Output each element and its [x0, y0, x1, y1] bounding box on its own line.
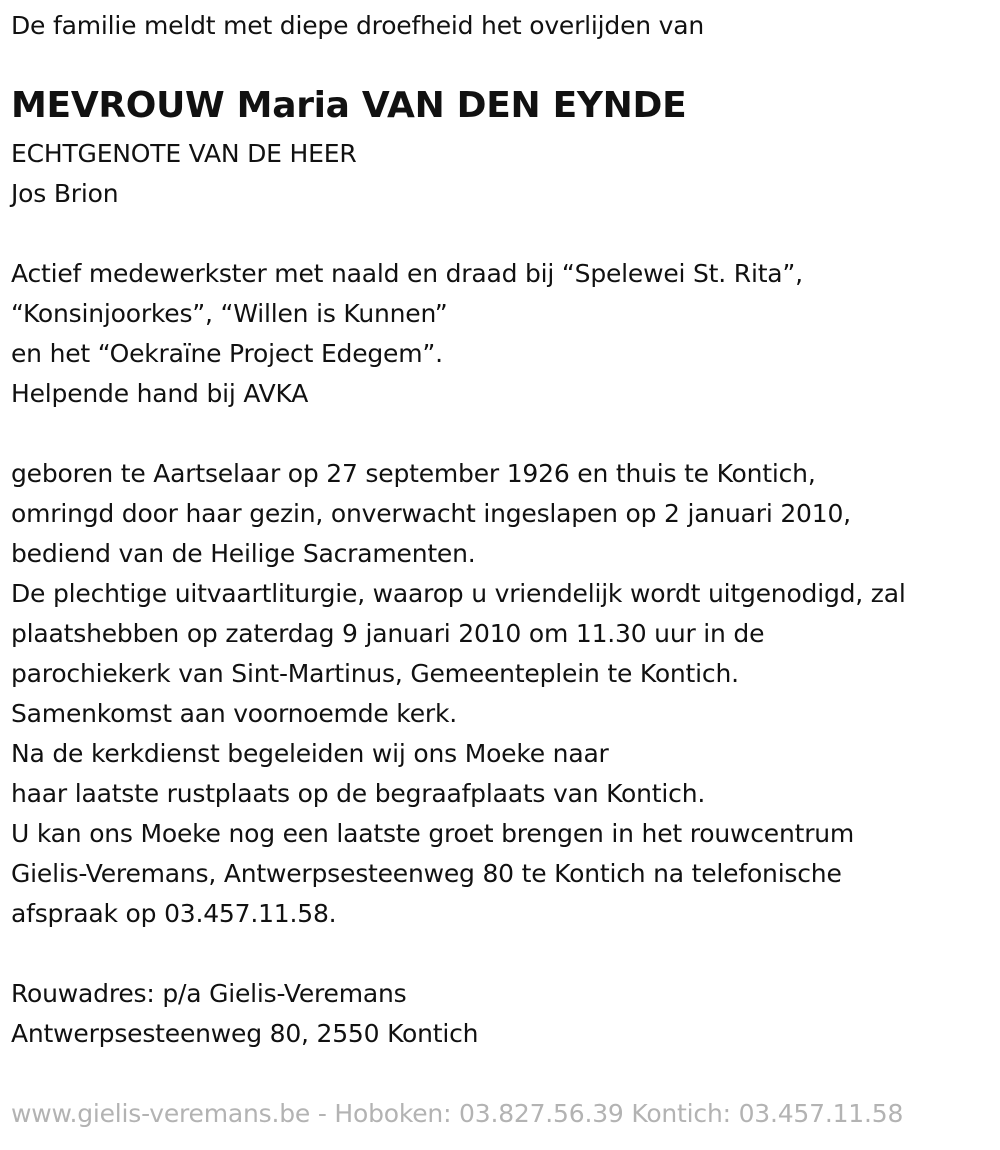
footer-contact: www.gielis-veremans.be - Hoboken: 03.827.56.39 Kontich: 03.457.11.58 — [11, 1099, 904, 1128]
details-line: De plechtige uitvaartliturgie, waarop u vriendelijk wordt uitgenodigd, zal — [11, 579, 906, 608]
spouse-name: Jos Brion — [11, 179, 119, 208]
address-line: Rouwadres: p/a Gielis-Veremans — [11, 979, 407, 1008]
activities-block — [11, 254, 803, 414]
activities-line: “Konsinjoorkes”, “Willen is Kunnen” — [11, 299, 448, 328]
details-line: Samenkomst aan voornoemde kerk. — [11, 699, 457, 728]
details-line: Gielis-Veremans, Antwerpsesteenweg 80 te Kontich na telefonische — [11, 859, 842, 888]
address-line: Antwerpsesteenweg 80, 2550 Kontich — [11, 1019, 479, 1048]
spouse-block — [11, 134, 357, 214]
mourning-address-block — [11, 974, 478, 1054]
activities-line: Actief medewerkster met naald en draad bij “Spelewei St. Rita”, — [11, 259, 803, 288]
details-line: afspraak op 03.457.11.58. — [11, 899, 337, 928]
details-line: Na de kerkdienst begeleiden wij ons Moeke naar — [11, 739, 609, 768]
details-line: omringd door haar gezin, onverwacht ingeslapen op 2 januari 2010, — [11, 499, 851, 528]
spouse-relation: ECHTGENOTE VAN DE HEER — [11, 139, 357, 168]
intro-text: De familie meldt met diepe droefheid het overlijden van — [11, 11, 705, 40]
details-line: geboren te Aartselaar op 27 september 1926 en thuis te Kontich, — [11, 459, 816, 488]
details-line: bediend van de Heilige Sacramenten. — [11, 539, 476, 568]
details-line: U kan ons Moeke nog een laatste groet brengen in het rouwcentrum — [11, 819, 855, 848]
details-line: parochiekerk van Sint-Martinus, Gemeenteplein te Kontich. — [11, 659, 739, 688]
details-line: haar laatste rustplaats op de begraafplaats van Kontich. — [11, 779, 706, 808]
details-line: plaatshebben op zaterdag 9 januari 2010 om 11.30 uur in de — [11, 619, 765, 648]
details-block — [11, 454, 906, 934]
activities-line: en het “Oekraïne Project Edegem”. — [11, 339, 443, 368]
deceased-name: MEVROUW Maria VAN DEN EYNDE — [11, 85, 687, 126]
activities-line: Helpende hand bij AVKA — [11, 379, 309, 408]
